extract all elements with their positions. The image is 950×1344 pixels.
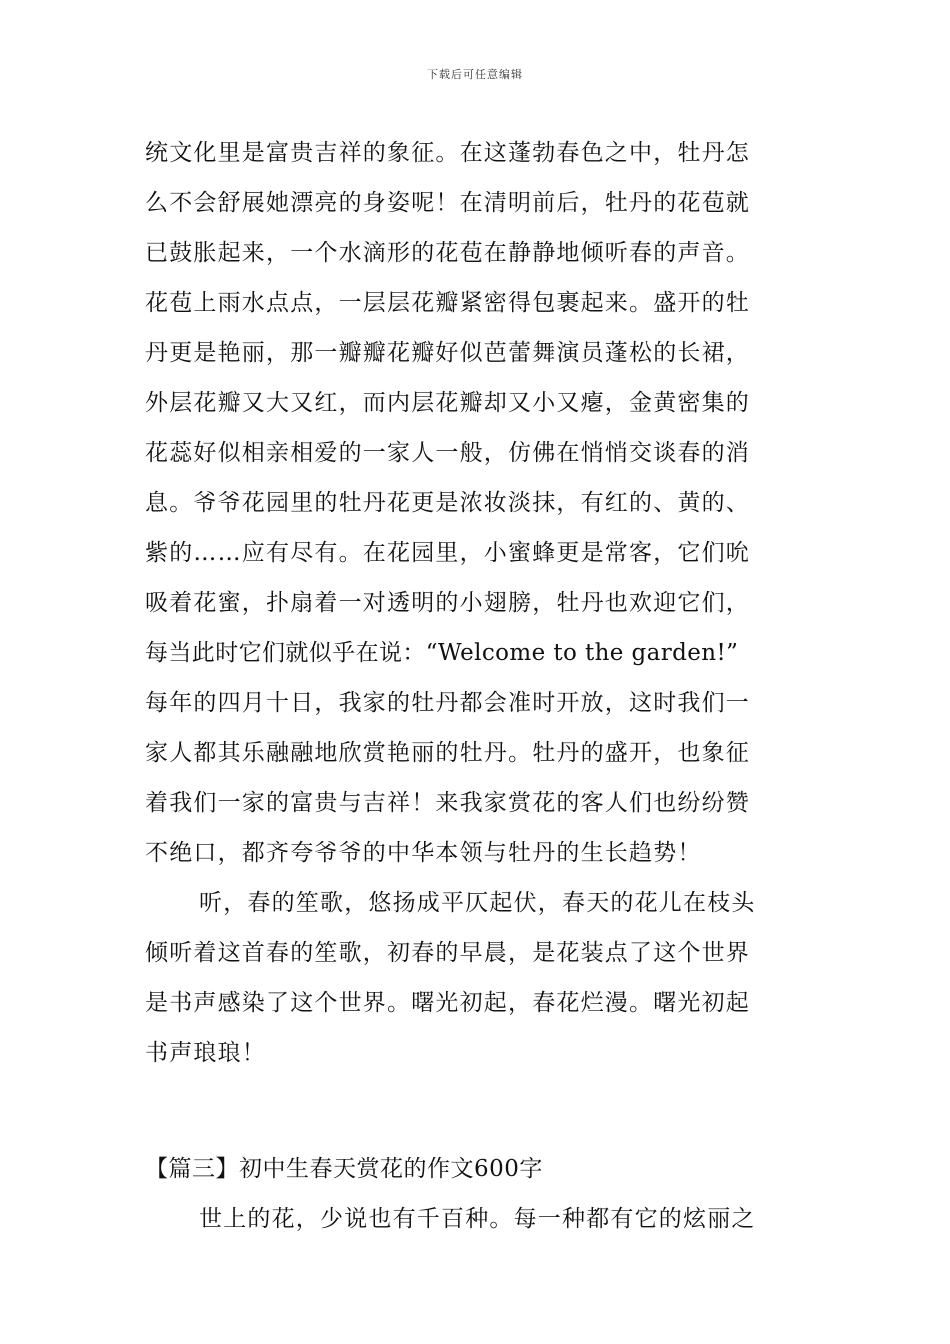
- text-line: 倾听着这首春的笙歌，初春的早晨，是花装点了这个世界: [145, 940, 750, 966]
- paragraph-2: [145, 878, 810, 1078]
- text-line: 花蕊好似相亲相爱的一家人一般，仿佛在悄悄交谈春的消: [145, 440, 750, 466]
- text-line: 花苞上雨水点点，一层层花瓣紧密得包裹起来。盛开的牡: [145, 290, 750, 316]
- text-line: 是书声感染了这个世界。曙光初起，春花烂漫。曙光初起: [145, 990, 750, 1016]
- text-line: 书声琅琅！: [145, 1040, 266, 1066]
- page-header-note: 下载后可任意编辑: [427, 68, 523, 81]
- text-line: 每当此时它们就似乎在说：“Welcome to the garden!”: [145, 640, 739, 666]
- text-line: 统文化里是富贵吉祥的象征。在这蓬勃春色之中，牡丹怎: [145, 140, 750, 166]
- document-body: [145, 128, 810, 1244]
- text-line: 紫的……应有尽有。在花园里，小蜜蜂更是常客，它们吮: [145, 540, 750, 566]
- text-line: 不绝口，都齐夸爷爷的中华本领与牡丹的生长趋势！: [145, 840, 702, 866]
- text-line: 着我们一家的富贵与吉祥！来我家赏花的客人们也纷纷赞: [145, 790, 750, 816]
- text-line: 听，春的笙歌，悠扬成平仄起伏，春天的花儿在枝头: [199, 890, 756, 916]
- text-line: 息。爷爷花园里的牡丹花更是浓妆淡抹，有红的、黄的、: [145, 490, 750, 516]
- text-line: 家人都其乐融融地欣赏艳丽的牡丹。牡丹的盛开，也象征: [145, 740, 750, 766]
- text-line: 丹更是艳丽，那一瓣瓣花瓣好似芭蕾舞演员蓬松的长裙，: [145, 340, 750, 366]
- text-line: 么不会舒展她漂亮的身姿呢！在清明前后，牡丹的花苞就: [145, 190, 750, 216]
- text-line: 世上的花，少说也有千百种。每一种都有它的炫丽之: [199, 1206, 756, 1232]
- paragraph-gap: [145, 1078, 810, 1144]
- text-line: 吸着花蜜，扑扇着一对透明的小翅膀，牡丹也欢迎它们，: [145, 590, 750, 616]
- text-line: 已鼓胀起来，一个水滴形的花苞在静静地倾听春的声音。: [145, 240, 750, 266]
- section-3: [145, 1144, 810, 1244]
- text-line: 外层花瓣又大又红，而内层花瓣却又小又瘪，金黄密集的: [145, 390, 750, 416]
- paragraph-1: [145, 128, 810, 878]
- text-line: 每年的四月十日，我家的牡丹都会准时开放，这时我们一: [145, 690, 750, 716]
- section-heading: 【篇三】初中生春天赏花的作文600字: [145, 1156, 543, 1182]
